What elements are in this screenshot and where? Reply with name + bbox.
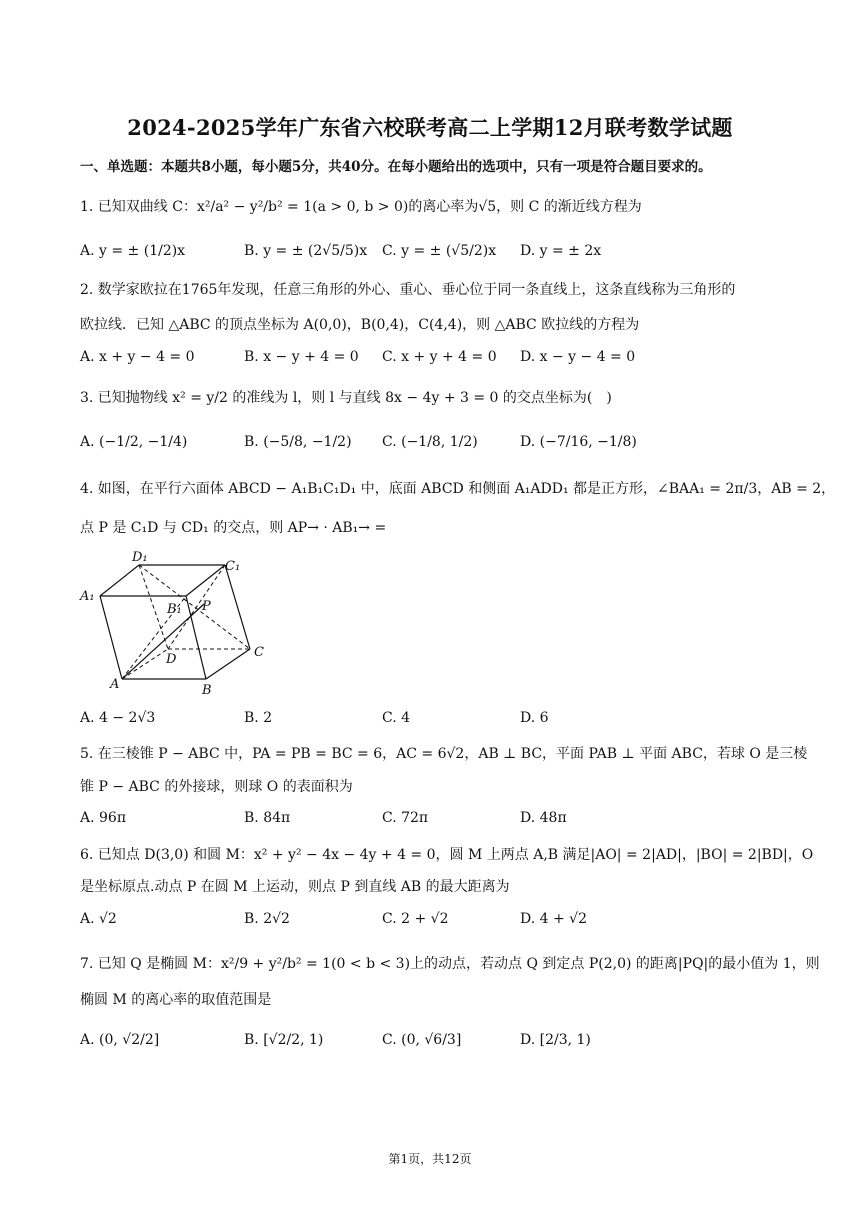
section-heading: 一、单选题：本题共8小题，每小题5分，共40分。在每小题给出的选项中，只有一项是符合题目要求的。 — [80, 159, 712, 175]
question-2-options — [80, 349, 780, 371]
option-b: B. 2√2 — [244, 911, 290, 927]
question-4-text: 4. 如图，在平行六面体 ABCD − A₁B₁C₁D₁ 中，底面 ABCD 和侧面 A₁ADD₁ 都是正方形，∠BAA₁ = 2π/3，AB = 2， — [80, 481, 836, 497]
option-c: C. (−1/8, 1/2) — [382, 434, 478, 450]
question-3-options — [80, 434, 780, 456]
page-title: 2024-2025学年广东省六校联考高二上学期12月联考数学试题 — [127, 115, 733, 140]
question-2-text-cont: 欧拉线．已知 △ABC 的顶点坐标为 A(0,0)，B(0,4)，C(4,4)，则 △ABC 欧拉线的方程为 — [80, 317, 640, 333]
option-d: D. 6 — [520, 710, 549, 726]
option-b: B. (−5/8, −1/2) — [244, 434, 352, 450]
option-c: C. 4 — [382, 710, 411, 726]
page-footer: 第1页，共12页 — [388, 1152, 472, 1166]
label-c: C — [254, 645, 264, 660]
option-a: A. 4 − 2√3 — [80, 710, 156, 726]
question-1-text: 1. 已知双曲线 C：x²/a² − y²/b² = 1(a > 0, b > 0)的离心率为√5，则 C 的渐近线方程为 — [80, 199, 642, 215]
label-b: B — [202, 683, 212, 698]
question-6-text-cont: 是坐标原点.动点 P 在圆 M 上运动，则点 P 到直线 AB 的最大距离为 — [80, 879, 510, 895]
option-b: B. x − y + 4 = 0 — [244, 349, 359, 365]
question-2-text: 2. 数学家欧拉在1765年发现，任意三角形的外心、重心、垂心位于同一条直线上，这条直线称为三角形的 — [80, 282, 736, 298]
option-d: D. (−7/16, −1/8) — [520, 434, 637, 450]
option-c: C. x + y + 4 = 0 — [382, 349, 497, 365]
label-d: D — [166, 652, 177, 667]
option-a: A. x + y − 4 = 0 — [80, 349, 195, 365]
option-a: A. √2 — [80, 911, 117, 927]
question-1-options — [80, 243, 780, 265]
parallelepiped-figure — [78, 548, 278, 698]
question-7-text: 7. 已知 Q 是椭圆 M：x²/9 + y²/b² = 1(0 < b < 3)上的动点，若动点 Q 到定点 P(2,0) 的距离|PQ|的最小值为 1，则 — [80, 956, 820, 972]
option-c: C. (0, √6/3] — [382, 1032, 462, 1048]
option-d: D. 48π — [520, 810, 567, 826]
label-c1: C₁ — [225, 559, 241, 574]
edge-c1-b1 — [186, 565, 225, 596]
question-4-text-cont: 点 P 是 C₁D 与 CD₁ 的交点，则 AP→ · AB₁→ = — [80, 520, 387, 536]
question-5-options — [80, 810, 780, 832]
edge-a-d — [122, 649, 168, 679]
question-5-text-cont: 锥 P − ABC 的外接球，则球 O 的表面积为 — [80, 779, 353, 795]
question-7-text-cont: 椭圆 M 的离心率的取值范围是 — [80, 992, 272, 1008]
label-d1: D₁ — [132, 550, 148, 565]
option-c: C. 2 + √2 — [382, 911, 449, 927]
seg-a-p — [122, 604, 204, 679]
edge-a1-a — [100, 596, 122, 679]
question-4-options — [80, 710, 780, 732]
option-d: D. 4 + √2 — [520, 911, 587, 927]
option-b: B. 2 — [244, 710, 273, 726]
label-p: P — [202, 599, 211, 614]
option-b: B. y = ± (2√5/5)x — [244, 243, 368, 259]
question-3-text: 3. 已知抛物线 x² = y/2 的准线为 l，则 l 与直线 8x − 4y + 3 = 0 的交点坐标为( ) — [80, 390, 612, 406]
edge-b-c — [206, 649, 250, 679]
option-d: D. [2/3, 1) — [520, 1032, 591, 1048]
option-a: A. (−1/2, −1/4) — [80, 434, 188, 450]
option-a: A. (0, √2/2] — [80, 1032, 160, 1048]
label-a: A — [110, 677, 120, 692]
question-6-options — [80, 911, 780, 933]
edge-c1-c — [225, 565, 250, 649]
label-a1: A₁ — [80, 589, 95, 604]
edge-d1-d — [139, 565, 168, 649]
option-d: D. y = ± 2x — [520, 243, 602, 259]
option-b: B. 84π — [244, 810, 291, 826]
label-b1: B₁ — [167, 602, 182, 617]
question-7-options — [80, 1032, 780, 1054]
option-c: C. 72π — [382, 810, 429, 826]
diag-d1-c — [139, 565, 250, 649]
option-a: A. y = ± (1/2)x — [80, 243, 186, 259]
question-5-text: 5. 在三棱锥 P − ABC 中，PA = PB = BC = 6，AC = 6√2，AB ⊥ BC，平面 PAB ⊥ 平面 ABC，若球 O 是三棱 — [80, 746, 808, 762]
option-d: D. x − y − 4 = 0 — [520, 349, 636, 365]
option-a: A. 96π — [80, 810, 127, 826]
option-c: C. y = ± (√5/2)x — [382, 243, 497, 259]
option-b: B. [√2/2, 1) — [244, 1032, 324, 1048]
question-6-text: 6. 已知点 D(3,0) 和圆 M：x² + y² − 4x − 4y + 4 = 0，圆 M 上两点 A,B 满足|AO| = 2|AD|，|BO| = 2|BD|，O — [80, 847, 814, 863]
edge-a1-d1 — [100, 565, 139, 596]
